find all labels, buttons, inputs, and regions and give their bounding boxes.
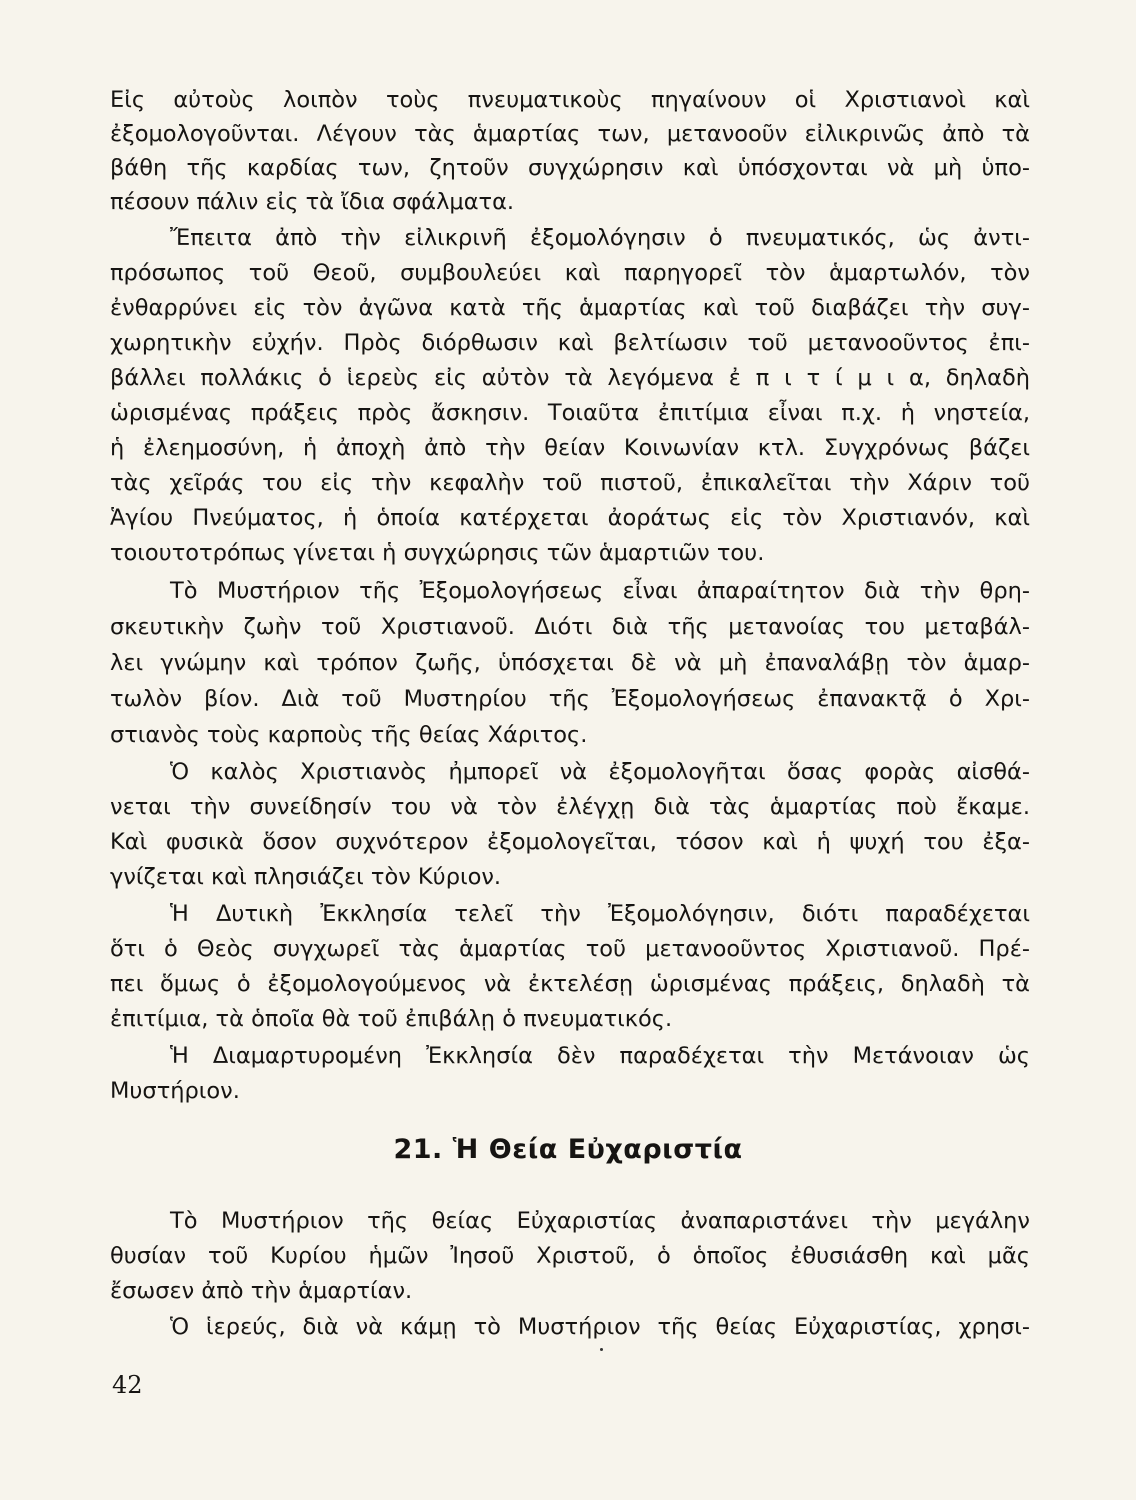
text-line: νεται τὴν συνείδησίν του νὰ τὸν ἐλέγχῃ διὰ τὰς ἁμαρτίας ποὺ ἔκαμε.	[110, 794, 1030, 820]
text-line: ὡρισμένας πράξεις πρὸς ἄσκησιν. Τοιαῦτα ἐπιτίμια εἶναι π.χ. ἡ νηστεία,	[110, 400, 1030, 426]
text-line: πρόσωπος τοῦ Θεοῦ, συμβουλεύει καὶ παρηγορεῖ τὸν ἁμαρτωλόν, τὸν	[110, 260, 1030, 286]
text-line: βάλλει πολλάκις ὁ ἱερεὺς εἰς αὐτὸν τὰ λεγόμενα ἐ π ι τ ί μ ι α, δηλαδὴ	[110, 365, 1030, 391]
text-line: πέσουν πάλιν εἰς τὰ ἴδια σφάλματα.	[110, 189, 515, 215]
text-line: τοιουτοτρόπως γίνεται ἡ συγχώρησις τῶν ἁμαρτιῶν του.	[110, 540, 765, 566]
text-line: θυσίαν τοῦ Κυρίου ἡμῶν Ἰησοῦ Χριστοῦ, ὁ ὁποῖος ἐθυσιάσθη καὶ μᾶς	[110, 1243, 1030, 1269]
text-line: Ἡ Διαμαρτυρομένη Ἐκκλησία δὲν παραδέχεται τὴν Μετάνοιαν ὡς	[170, 1043, 1030, 1069]
text-line: σκευτικὴν ζωὴν τοῦ Χριστιανοῦ. Διότι διὰ τῆς μετανοίας του μεταβάλ-	[110, 614, 1030, 640]
text-line: ἐπιτίμια, τὰ ὁποῖα θὰ τοῦ ἐπιβάλῃ ὁ πνευματικός.	[110, 1006, 673, 1032]
text-line: λει γνώμην καὶ τρόπον ζωῆς, ὑπόσχεται δὲ νὰ μὴ ἐπαναλάβῃ τὸν ἁμαρ-	[110, 650, 1030, 676]
text-line: Καὶ φυσικὰ ὅσον συχνότερον ἐξομολογεῖται, τόσον καὶ ἡ ψυχή του ἐξα-	[110, 829, 1030, 855]
text-line: Ἡ Δυτικὴ Ἐκκλησία τελεῖ τὴν Ἐξομολόγησιν, διότι παραδέχεται	[170, 901, 1030, 927]
text-line: βάθη τῆς καρδίας των, ζητοῦν συγχώρησιν καὶ ὑπόσχονται νὰ μὴ ὑπο-	[110, 155, 1030, 181]
text-line: ἔσωσεν ἀπὸ τὴν ἁμαρτίαν.	[110, 1278, 413, 1304]
text-line: στιανὸς τοὺς καρποὺς τῆς θείας Χάριτος.	[110, 722, 588, 748]
text-line: Μυστήριον.	[110, 1078, 240, 1104]
text-line: Ὁ ἱερεύς, διὰ νὰ κάμῃ τὸ Μυστήριον τῆς θείας Εὐχαριστίας, χρησι-	[170, 1314, 1030, 1340]
text-line: ἐξομολογοῦνται. Λέγουν τὰς ἁμαρτίας των, μετανοοῦν εἰλικρινῶς ἀπὸ τὰ	[110, 121, 1030, 147]
text-line: ὅτι ὁ Θεὸς συγχωρεῖ τὰς ἁμαρτίας τοῦ μετανοοῦντος Χριστιανοῦ. Πρέ-	[110, 936, 1030, 962]
text-line: τὰς χεῖράς του εἰς τὴν κεφαλὴν τοῦ πιστοῦ, ἐπικαλεῖται τὴν Χάριν τοῦ	[110, 470, 1030, 496]
text-line: χωρητικὴν εὐχήν. Πρὸς διόρθωσιν καὶ βελτίωσιν τοῦ μετανοοῦντος ἐπι-	[110, 330, 1030, 356]
text-line: Ὁ καλὸς Χριστιανὸς ἠμπορεῖ νὰ ἐξομολογῆται ὅσας φορὰς αἰσθά-	[170, 759, 1030, 785]
text-line: ἐνθαρρύνει εἰς τὸν ἀγῶνα κατὰ τῆς ἁμαρτίας καὶ τοῦ διαβάζει τὴν συγ-	[110, 295, 1030, 321]
section-heading: 21. Ἡ Θεία Εὐχαριστία	[393, 1134, 743, 1165]
text-line: Ἁγίου Πνεύματος, ἡ ὁποία κατέρχεται ἀοράτως εἰς τὸν Χριστιανόν, καὶ	[110, 505, 1030, 531]
text-line: Ἔπειτα ἀπὸ τὴν εἰλικρινῆ ἐξομολόγησιν ὁ πνευματικός, ὡς ἀντι-	[170, 225, 1030, 251]
text-line: πει ὅμως ὁ ἐξομολογούμενος νὰ ἐκτελέσῃ ὡρισμένας πράξεις, δηλαδὴ τὰ	[110, 971, 1030, 997]
text-line: ἡ ἐλεημοσύνη, ἡ ἀποχὴ ἀπὸ τὴν θείαν Κοινωνίαν κτλ. Συγχρόνως βάζει	[110, 435, 1030, 461]
page-number: 42	[112, 1371, 143, 1399]
text-line: Τὸ Μυστήριον τῆς θείας Εὐχαριστίας ἀναπαριστάνει τὴν μεγάλην	[170, 1208, 1030, 1234]
print-speck	[600, 1348, 603, 1351]
text-line: γνίζεται καὶ πλησιάζει τὸν Κύριον.	[110, 864, 502, 890]
text-line: τωλὸν βίον. Διὰ τοῦ Μυστηρίου τῆς Ἐξομολογήσεως ἐπανακτᾷ ὁ Χρι-	[110, 686, 1030, 712]
text-line: Τὸ Μυστήριον τῆς Ἐξομολογήσεως εἶναι ἀπαραίτητον διὰ τὴν θρη-	[170, 578, 1030, 604]
text-line: Εἰς αὐτοὺς λοιπὸν τοὺς πνευματικοὺς πηγαίνουν οἱ Χριστιανοὶ καὶ	[110, 87, 1030, 113]
